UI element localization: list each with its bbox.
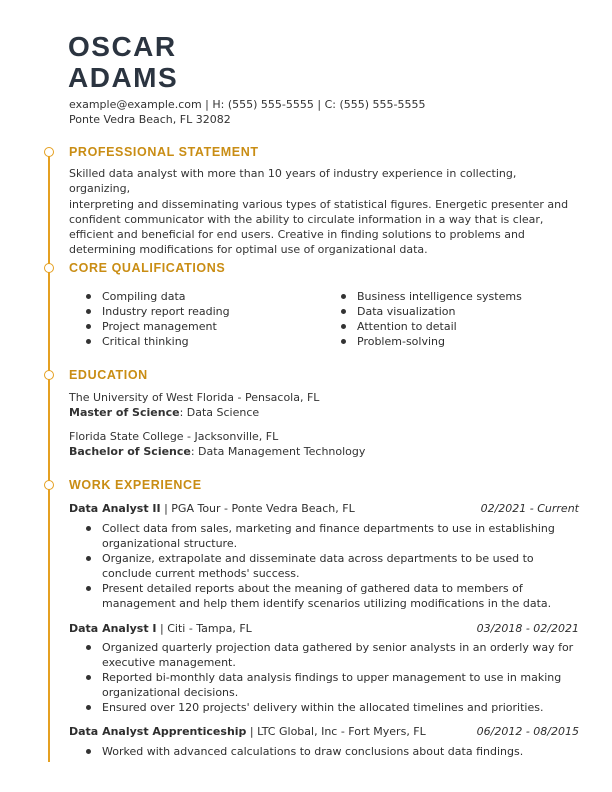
statement-line: interpreting and disseminating various types of statistical figures. Energetic presenter and [69,197,569,211]
section-title-qualifications: CORE QUALIFICATIONS [69,261,226,275]
job-dates: 02/2021 - Current [480,502,579,515]
list-item: Critical thinking [86,334,230,349]
qualifications-left-column [86,289,230,349]
job-dates: 06/2012 - 08/2015 [476,725,579,738]
degree-line [69,405,319,420]
last-name: ADAMS [68,62,179,93]
job-dates: 03/2018 - 02/2021 [476,622,579,635]
candidate-name [68,31,178,93]
education-entry [69,390,319,420]
job-company: | LTC Global, Inc - Fort Myers, FL [246,725,426,738]
list-item: Attention to detail [341,319,522,334]
education-entry [69,429,365,459]
list-item: Worked with advanced calculations to draw conclusions about data findings. [86,744,581,759]
job-header [69,724,579,739]
school-name: Florida State College - Jacksonville, FL [69,430,279,443]
timeline-dot-icon [44,370,54,380]
list-item: Project management [86,319,230,334]
statement-line: determining modifications for optimal use of organizational data. [69,243,428,257]
job-title: Data Analyst Apprenticeship [69,725,247,738]
statement-paragraph [69,166,579,258]
job-title: Data Analyst II [69,502,161,515]
address-line: Ponte Vedra Beach, FL 32082 [69,113,231,126]
timeline-dot-icon [44,480,54,490]
qualifications-right-column [341,289,522,349]
statement-line: efficient and beneficial for end users. Creative in finding solutions to problems and [69,228,525,242]
job-company: | Citi - Tampa, FL [156,622,252,635]
list-item: Data visualization [341,304,522,319]
list-item: Organized quarterly projection data gathered by senior analysts in an orderly way for executive management. [86,640,581,670]
list-item: Ensured over 120 projects' delivery within the allocated timelines and priorities. [86,700,581,715]
degree-name: Master of Science [69,406,180,419]
job-title: Data Analyst I [69,622,157,635]
degree-field: : Data Management Technology [190,445,366,458]
list-item: Compiling data [86,289,230,304]
degree-field: : Data Science [179,406,260,419]
list-item: Industry report reading [86,304,230,319]
contact-block [69,97,426,127]
list-item: Reported bi-monthly data analysis findings to upper management to use in making organizational decisions. [86,670,581,700]
statement-line: confident communicator with the ability to circulate information in a way that is clear, [69,212,544,226]
list-item: Present detailed reports about the meaning of gathered data to members of management and help them identify scenarios utilizing modifications in the data. [86,581,581,611]
job-company: | PGA Tour - Ponte Vedra Beach, FL [160,502,355,515]
job-header [69,501,579,516]
section-title-education: EDUCATION [69,368,148,382]
job-bullets [86,640,581,715]
job-header [69,621,579,636]
list-item: Business intelligence systems [341,289,522,304]
list-item: Problem-solving [341,334,522,349]
statement-line: Skilled data analyst with more than 10 years of industry experience in collecting, organizing, [69,167,517,196]
section-title-statement: PROFESSIONAL STATEMENT [69,145,259,159]
list-item: Organize, extrapolate and disseminate data across departments to be used to conclude current methods' success. [86,551,581,581]
section-title-experience: WORK EXPERIENCE [69,478,202,492]
timeline-dot-icon [44,263,54,273]
job-bullets [86,521,581,611]
timeline-line [48,150,50,762]
timeline-dot-icon [44,147,54,157]
job-bullets [86,744,581,759]
first-name: OSCAR [68,31,177,62]
degree-line [69,444,365,459]
list-item: Collect data from sales, marketing and finance departments to use in establishing organizational structure. [86,521,581,551]
school-name: The University of West Florida - Pensacola, FL [69,391,320,404]
contact-line: example@example.com | H: (555) 555-5555 | C: (555) 555-5555 [69,98,426,111]
degree-name: Bachelor of Science [69,445,191,458]
